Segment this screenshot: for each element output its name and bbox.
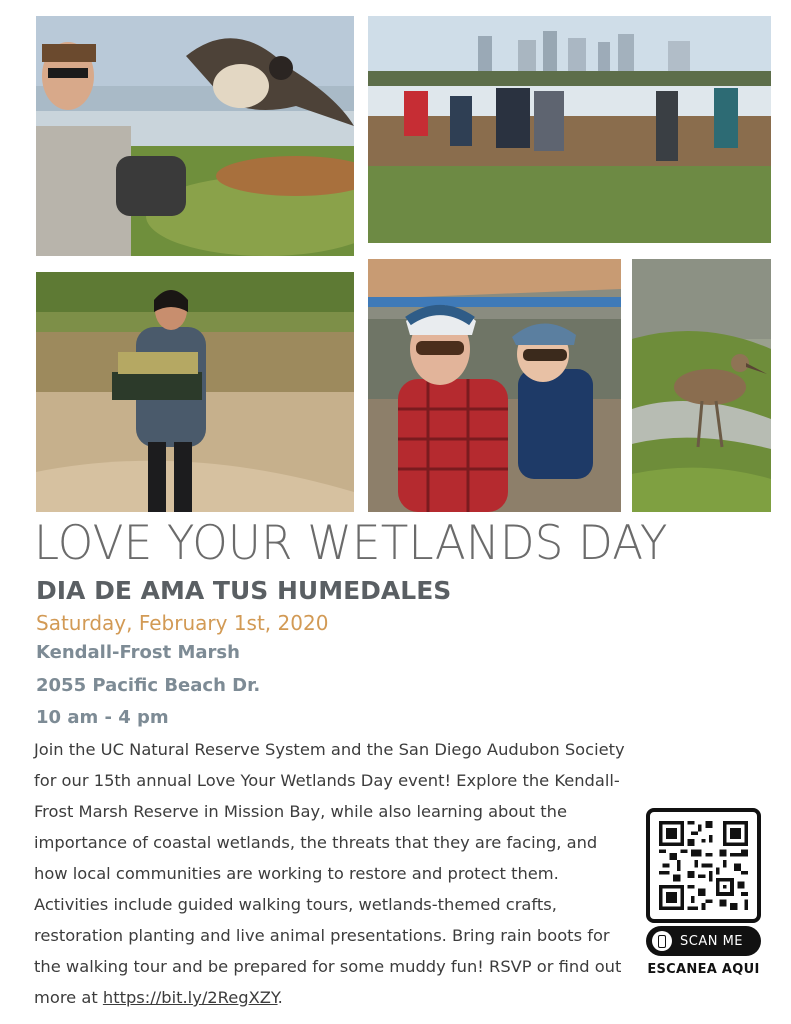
mother-child-photo [368, 259, 621, 512]
event-title: LOVE YOUR WETLANDS DAY [34, 516, 668, 571]
scan-me-button[interactable] [646, 926, 761, 956]
description-period: . [277, 988, 283, 1007]
shorebird-photo [632, 259, 771, 512]
event-location-name: Kendall-Frost Marsh [36, 642, 240, 663]
event-date: Saturday, February 1st, 2020 [36, 611, 329, 635]
birdwatchers-photo [368, 16, 771, 243]
planting-photo [36, 272, 354, 512]
event-time: 10 am - 4 pm [36, 707, 169, 728]
falconer-photo [36, 16, 354, 256]
qr-code-icon [659, 821, 748, 910]
scan-me-label: SCAN ME [680, 933, 744, 949]
event-subtitle: DIA DE AMA TUS HUMEDALES [36, 576, 452, 605]
escanea-aqui-caption: ESCANEA AQUI [647, 962, 760, 977]
qr-code[interactable] [646, 808, 761, 923]
event-description [34, 734, 634, 1013]
phone-icon [652, 931, 672, 951]
event-address: 2055 Pacific Beach Dr. [36, 675, 261, 696]
rsvp-link[interactable]: https://bit.ly/2RegXZY [102, 988, 278, 1007]
description-text: Join the UC Natural Reserve System and the San Diego Audubon Society for our 15th annual Love Your Wetlands Day event! Explore the Kendall-Frost Marsh Reserve in Mission Bay, while also learning about the importance of coastal wetlands, the threats that they are facing, and how local communities are working to restore and protect them. Activities include guided walking tours, wetlands-themed crafts, restoration planting and live animal presentations. Bring rain boots for the walking tour and be prepared for some muddy fun! RSVP or find out more at [34, 740, 625, 1007]
